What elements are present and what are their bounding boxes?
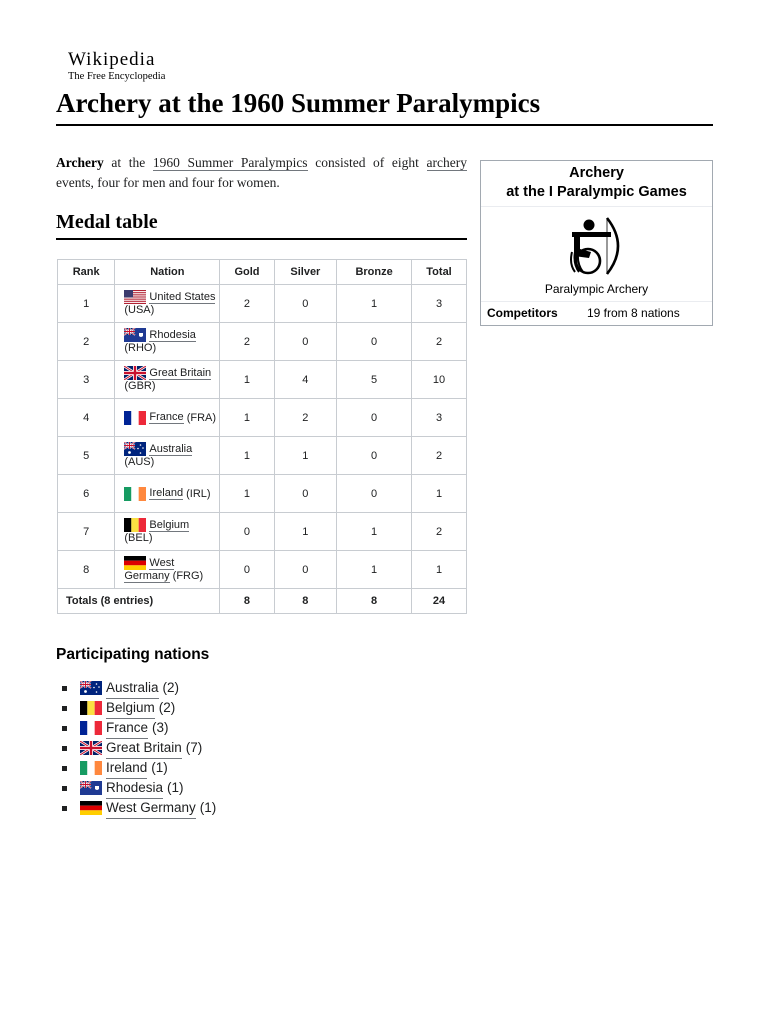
list-item [62,758,216,778]
bronze-cell: 1 [337,285,412,323]
frg-flag-icon[interactable] [124,556,146,570]
bullet-icon [62,786,67,791]
infobox-title-line1: Archery [569,165,624,181]
participating-nations-heading: Participating nations [56,646,210,663]
silver-cell: 0 [274,323,337,361]
nation-link[interactable]: France [149,411,184,424]
table-row [58,475,467,513]
infobox-title-line2: at the I Paralympic Games [506,184,687,200]
silver-cell: 0 [274,285,337,323]
medal-table-heading: Medal table [56,211,158,233]
gold-cell: 1 [220,399,274,437]
frg-flag-icon[interactable] [80,801,102,815]
infobox [480,160,713,326]
bronze-cell: 0 [337,399,412,437]
rank-cell: 8 [58,551,115,589]
silver-cell: 1 [274,513,337,551]
intro-text: consisted of eight [307,155,427,170]
silver-cell: 0 [274,551,337,589]
nation-code: (AUS) [124,456,155,468]
rank-cell: 3 [58,361,115,399]
rank-cell: 7 [58,513,115,551]
total-cell: 2 [412,437,467,475]
fra-flag-icon[interactable] [80,721,102,735]
gold-cell: 2 [220,285,274,323]
nation-link[interactable]: Great Britain [149,366,212,379]
column-header-total[interactable]: Total [412,260,467,285]
total-cell: 2 [412,323,467,361]
link-1960-summer-paralympics[interactable]: 1960 Summer Paralympics [152,155,308,170]
nation-code: (GBR) [124,380,156,392]
nation-link[interactable]: United States [149,290,216,303]
nation-cell [115,361,220,399]
aus-flag-icon[interactable] [124,442,146,456]
infobox-competitors-row [487,306,680,320]
competitors-value: 19 from 8 nations [587,306,680,320]
competitor-count: (1) [151,760,168,775]
bronze-cell: 0 [337,475,412,513]
gold-cell: 1 [220,361,274,399]
nation-cell [115,285,220,323]
list-item [62,798,216,818]
totals-bronze: 8 [337,589,412,614]
intro-bold-term: Archery [56,155,104,170]
fra-flag-icon[interactable] [124,411,146,425]
bullet-icon [62,806,67,811]
nation-cell [115,399,220,437]
bronze-cell: 0 [337,323,412,361]
bullet-icon [62,766,67,771]
table-row [58,437,467,475]
total-cell: 3 [412,285,467,323]
nation-cell [115,513,220,551]
table-row [58,551,467,589]
nation-link[interactable]: West Germany [124,556,175,582]
nation-link[interactable]: West Germany [106,798,196,819]
competitor-count: (3) [152,720,169,735]
nation-cell [115,475,220,513]
nation-cell [115,551,220,589]
intro-paragraph [56,153,467,193]
intro-text: events, four for men and four for women. [56,175,280,190]
table-row [58,323,467,361]
aus-flag-icon[interactable] [80,681,102,695]
bullet-icon [62,726,67,731]
nation-code: (RHO) [124,342,157,354]
nation-code: (FRA) [186,411,217,424]
rho-flag-icon[interactable] [80,781,102,795]
nation-link[interactable]: France [106,718,148,739]
total-cell: 10 [412,361,467,399]
nation-code: (IRL) [186,487,211,500]
column-header-gold[interactable]: Gold [220,260,274,285]
competitor-count: (2) [162,680,180,695]
nation-link[interactable]: Ireland [106,758,147,779]
infobox-divider [481,301,712,302]
bel-flag-icon[interactable] [80,701,102,715]
page-title: Archery at the 1960 Summer Paralympics [56,88,541,118]
logo-tagline: The Free Encyclopedia [68,71,166,82]
gold-cell: 1 [220,437,274,475]
total-cell: 1 [412,475,467,513]
total-cell: 1 [412,551,467,589]
silver-cell: 0 [274,475,337,513]
list-item [62,778,216,798]
nation-code: (BEL) [124,532,153,544]
silver-cell: 4 [274,361,337,399]
total-cell: 2 [412,513,467,551]
bullet-icon [62,746,67,751]
totals-gold: 8 [220,589,274,614]
infobox-title [481,161,712,202]
list-item [62,678,216,698]
bel-flag-icon[interactable] [124,518,146,532]
link-archery[interactable]: archery [426,155,468,170]
bullet-icon [62,706,67,711]
nation-link[interactable]: Australia [149,442,193,455]
table-row [58,285,467,323]
irl-flag-icon[interactable] [124,487,146,501]
column-header-bronze[interactable]: Bronze [337,260,412,285]
usa-flag-icon[interactable] [124,290,146,304]
nation-link[interactable]: Great Britain [106,738,182,759]
nation-code: (USA) [124,304,155,316]
infobox-caption: Paralympic Archery [544,282,649,296]
bronze-cell: 1 [337,551,412,589]
table-row [58,399,467,437]
list-item [62,738,216,758]
competitor-count: (1) [199,800,217,815]
gold-cell: 0 [220,513,274,551]
list-item [62,718,216,738]
nation-link[interactable]: Belgium [149,518,190,531]
nation-cell [115,437,220,475]
competitor-count: (2) [158,700,176,715]
medal-table [57,259,467,614]
column-header-nation[interactable]: Nation [115,260,220,285]
competitor-count: (1) [167,780,184,795]
infobox-divider [481,206,712,207]
bronze-cell: 1 [337,513,412,551]
nation-link[interactable]: Belgium [106,698,155,719]
rank-cell: 2 [58,323,115,361]
totals-silver: 8 [274,589,337,614]
table-row [58,513,467,551]
participating-nations-list [62,678,216,818]
wikipedia-logo[interactable] [68,50,165,83]
list-item [62,698,216,718]
gold-cell: 2 [220,323,274,361]
title-divider [56,124,713,126]
column-header-silver[interactable]: Silver [274,260,337,285]
competitor-count: (7) [185,740,203,755]
column-header-rank[interactable]: Rank [58,260,115,285]
rank-cell: 5 [58,437,115,475]
rank-cell: 6 [58,475,115,513]
totals-label: Totals (8 entries) [58,589,220,614]
gbr-flag-icon[interactable] [80,741,102,755]
logo-wordmark: Wikipedia [68,49,156,70]
gold-cell: 0 [220,551,274,589]
nation-link[interactable]: Rhodesia [149,328,196,341]
paralympic-archery-pictogram-icon[interactable] [569,216,621,278]
nation-link[interactable]: Rhodesia [106,778,163,799]
silver-cell: 2 [274,399,337,437]
gold-cell: 1 [220,475,274,513]
totals-total: 24 [412,589,467,614]
bronze-cell: 5 [337,361,412,399]
nation-link[interactable]: Ireland [149,487,184,500]
bronze-cell: 0 [337,437,412,475]
rho-flag-icon[interactable] [124,328,146,342]
nation-cell [115,323,220,361]
intro-text: at the [103,155,153,170]
irl-flag-icon[interactable] [80,761,102,775]
section-divider [56,238,467,240]
bullet-icon [62,686,67,691]
rank-cell: 4 [58,399,115,437]
gbr-flag-icon[interactable] [124,366,146,380]
nation-code: (FRG) [172,570,204,582]
total-cell: 3 [412,399,467,437]
nation-link[interactable]: Australia [106,678,159,699]
totals-row [58,589,467,614]
table-row [58,361,467,399]
competitors-label: Competitors [487,306,558,320]
rank-cell: 1 [58,285,115,323]
table-header-row [58,260,467,285]
silver-cell: 1 [274,437,337,475]
